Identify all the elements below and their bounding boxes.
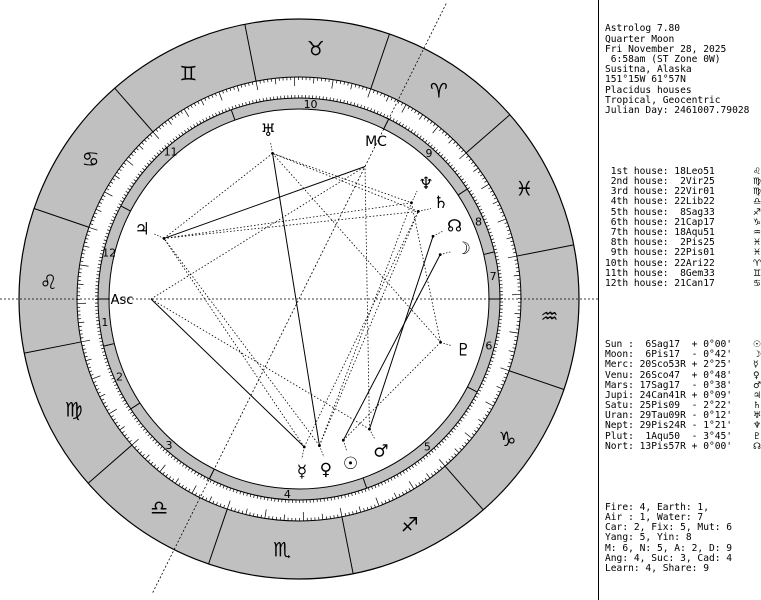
house-row-text: 3rd house: 22Vir01: [605, 186, 715, 198]
sun-icon: ☉: [342, 454, 359, 475]
planet-row: [605, 442, 760, 452]
house-row-text: 11th house: 8Gem33: [605, 267, 715, 279]
header-line-text: 151°15W 61°57N: [605, 74, 686, 86]
sign-libra-icon: ♎: [150, 495, 169, 520]
house-row-text: 8th house: 2Pis25: [605, 237, 715, 249]
sign-gemini-icon: ♊: [179, 61, 198, 86]
stat-row-text: M: 6, N: 5, A: 2, D: 9: [605, 542, 733, 554]
planet-row-glyph-icon: ☉: [753, 339, 761, 350]
stat-row-text: Fire: 4, Earth: 1,: [605, 501, 709, 513]
house-number: 7: [489, 269, 497, 283]
header-line-text: Placidus houses: [605, 84, 692, 96]
house-number: 5: [423, 440, 431, 454]
header-line-text: Susitna, Alaska: [605, 64, 692, 76]
planet-row-glyph-icon: ♃: [753, 390, 761, 401]
info-panel: [598, 0, 760, 600]
sign-scorpio-icon: ♏: [273, 537, 292, 562]
house-number: 10: [303, 97, 318, 111]
planet-row-text: Nept: 29Pis24R - 1°21': [605, 420, 733, 432]
planet-row-text: Uran: 29Tau09R - 0°12': [605, 410, 733, 422]
pluto-icon: ♇: [455, 340, 472, 361]
house-row-text: 4th house: 22Lib22: [605, 196, 715, 208]
house-number: 9: [425, 146, 433, 160]
header-line: [605, 106, 760, 116]
midheaven-label: MC: [365, 134, 387, 150]
house-row-glyph-icon: ♍: [753, 177, 761, 188]
house-row-glyph-icon: ♌: [753, 166, 761, 177]
stat-row-text: Ang: 4, Suc: 3, Cad: 4: [605, 552, 733, 564]
planet-point: [439, 253, 442, 256]
planet-row-glyph-icon: ☽: [753, 350, 761, 361]
house-number: 6: [485, 339, 493, 353]
stat-row-text: Learn: 4, Share: 9: [605, 562, 709, 574]
house-row-text: 2nd house: 2Vir25: [605, 176, 715, 188]
mercury-icon: ☿: [296, 461, 308, 482]
house-row-text: 1st house: 18Leo51: [605, 165, 715, 177]
planet-point: [368, 428, 371, 431]
planet-point: [303, 446, 306, 449]
house-row-text: 9th house: 22Pis01: [605, 247, 715, 259]
header-line-text: 6:58am (ST Zone 0W): [605, 53, 721, 65]
planet-point: [163, 237, 166, 240]
house-row-glyph-icon: ♈: [753, 258, 761, 269]
planet-point: [410, 201, 413, 204]
house-row-glyph-icon: ♓: [753, 238, 761, 249]
planet-row-glyph-icon: ♀: [753, 370, 760, 381]
planet-row-text: Sun : 6Sag17 + 0°00': [605, 338, 733, 350]
planet-row-text: Jupi: 24Can41R + 0°09': [605, 389, 733, 401]
sign-aquarius-icon: ♒: [540, 303, 559, 328]
neptune-icon: ♆: [418, 173, 434, 194]
house-row-text: 10th house: 22Ari22: [605, 257, 715, 269]
house-row-glyph-icon: ♊: [753, 268, 761, 279]
house-row-glyph-icon: ♐: [753, 207, 761, 218]
planet-row-glyph-icon: ♂: [753, 380, 761, 391]
planet-point: [417, 210, 420, 213]
house-row-glyph-icon: ♍: [753, 187, 761, 198]
header-line-text: Quarter Moon: [605, 33, 675, 45]
house-number: 1: [101, 316, 109, 330]
sign-taurus-icon: ♉: [306, 36, 325, 61]
header-line-text: Julian Day: 2461007.79028: [605, 104, 750, 116]
house-row-glyph-icon: ♋: [753, 278, 761, 289]
planet-row-text: Merc: 20Sco53R + 2°25': [605, 359, 733, 371]
sign-leo-icon: ♌: [39, 270, 58, 295]
house-row-glyph-icon: ♒: [753, 228, 761, 239]
planet-row-glyph-icon: ♄: [753, 401, 761, 412]
stat-row-text: Air : 1, Water: 7: [605, 512, 704, 524]
stat-row-text: Yang: 5, Yin: 8: [605, 532, 692, 544]
stat-row-text: Car: 2, Fix: 5, Mut: 6: [605, 522, 733, 534]
planet-row-glyph-icon: ☊: [753, 441, 761, 452]
planet-row-glyph-icon: ♆: [753, 421, 761, 432]
house-number: 12: [102, 246, 117, 260]
house-cusp-list: [605, 167, 760, 289]
header-line-text: Astrolog 7.80: [605, 23, 681, 35]
sign-pisces-icon: ♓: [515, 176, 534, 201]
house-row-text: 6th house: 21Cap17: [605, 216, 715, 228]
house-row-text: 12th house: 21Can17: [605, 277, 715, 289]
sign-virgo-icon: ♍: [64, 397, 83, 422]
jupiter-icon: ♃: [134, 219, 150, 240]
planet-row-glyph-icon: ♅: [753, 411, 761, 422]
mars-icon: ♂: [373, 441, 389, 462]
planet-point: [432, 235, 435, 238]
planet-point: [439, 341, 442, 344]
moon-icon: ☽: [455, 238, 471, 259]
house-number: 2: [116, 370, 124, 384]
header-line-text: Tropical, Geocentric: [605, 94, 721, 106]
planet-row-text: Satu: 25Pis09 - 2°22': [605, 400, 733, 412]
venus-icon: ♀: [319, 459, 333, 480]
north-node-icon: ☊: [446, 216, 463, 237]
planet-row-text: Plut: 1Aqu50 - 3°45': [605, 430, 733, 442]
uranus-icon: ♅: [260, 120, 276, 141]
planet-row-text: Nort: 13Pis57R + 0°00': [605, 440, 733, 452]
element-statistics: [605, 503, 760, 574]
house-row: [605, 279, 760, 289]
house-number: 11: [163, 145, 178, 159]
sign-sagittarius-icon: ♐: [400, 512, 419, 537]
planet-row-glyph-icon: ☿: [753, 360, 759, 371]
planet-point: [318, 444, 321, 447]
sign-capricorn-icon: ♑: [498, 426, 517, 451]
planet-row-glyph-icon: ♇: [753, 431, 761, 442]
saturn-icon: ♄: [433, 192, 449, 213]
house-row-glyph-icon: ♓: [753, 248, 761, 259]
ascendant-label: Asc: [110, 293, 134, 308]
sign-aries-icon: ♈: [429, 78, 448, 103]
house-number: 4: [283, 488, 291, 502]
chart-header: [605, 24, 760, 116]
house-number: 8: [474, 215, 482, 229]
stat-row: [605, 564, 760, 574]
house-row-glyph-icon: ♎: [753, 197, 761, 208]
planet-point: [271, 152, 274, 155]
sign-cancer-icon: ♋: [81, 147, 100, 172]
header-line-text: Fri November 28, 2025: [605, 43, 727, 55]
house-row-text: 5th house: 8Sag33: [605, 206, 715, 218]
planet-row-text: Venu: 26Sco47 + 0°48': [605, 369, 733, 381]
house-row-glyph-icon: ♑: [753, 217, 761, 228]
house-number: 3: [165, 439, 173, 453]
planet-row-text: Moon: 6Pis17 - 0°42': [605, 349, 733, 361]
planet-row-text: Mars: 17Sag17 - 0°38': [605, 379, 733, 391]
planet-point: [342, 439, 345, 442]
house-row-text: 7th house: 18Aqu51: [605, 227, 715, 239]
planet-position-list: [605, 340, 760, 452]
